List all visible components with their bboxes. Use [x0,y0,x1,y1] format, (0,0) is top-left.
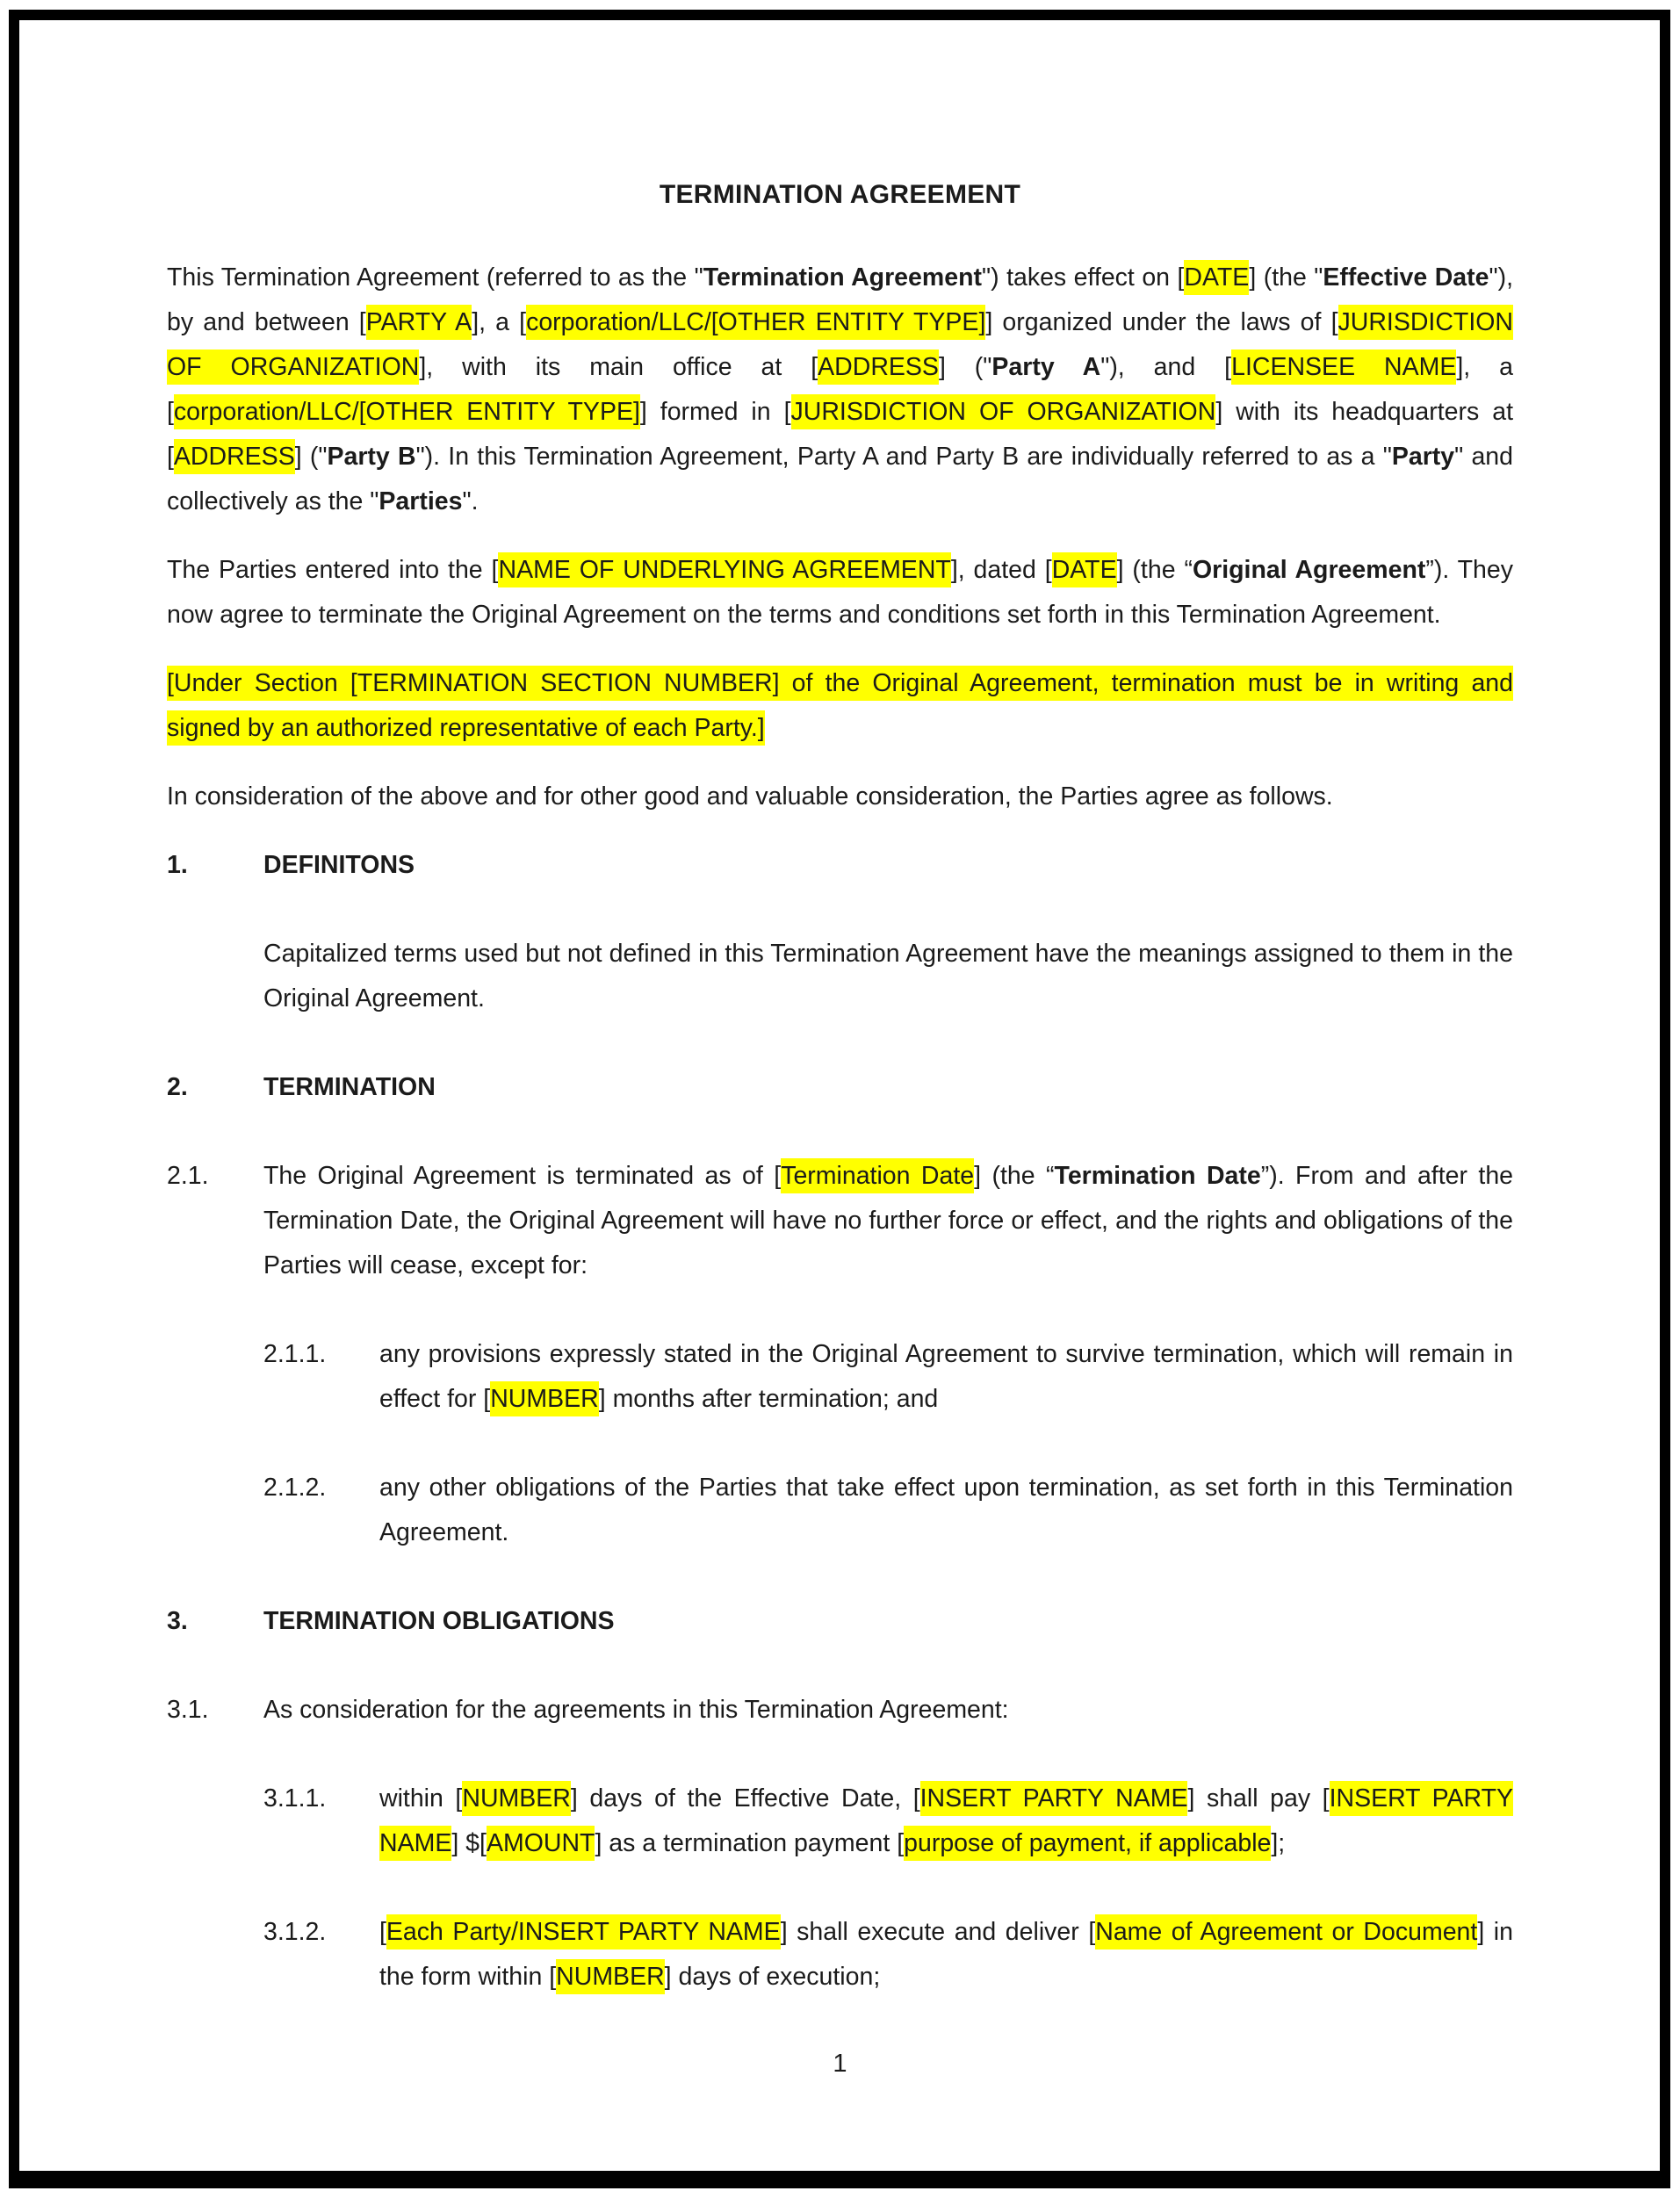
paragraph-original-agreement [167,548,1513,638]
text-run: [ [379,1918,386,1946]
text-run: As consideration for the agreements in this Termination Agreement: [263,1696,1009,1724]
section-number: 2.1. [167,1162,209,1190]
placeholder-highlight: Name of Agreement or Document [1095,1914,1477,1950]
clause-3-1 [167,1688,1513,1733]
text-run: ] months after termination; and [598,1385,939,1413]
text-run: ] (the " [1249,263,1323,292]
placeholder-highlight: NUMBER [556,1959,665,1994]
clause-text [379,1466,1513,1555]
text-run: Capitalized terms used but not defined in this Termination Agreement have the meanings assigned to them in the Original Agreement. [263,940,1513,1013]
text-run: ] shall execute and deliver [ [780,1918,1096,1946]
text-run: ] as a termination payment [ [595,1829,905,1857]
paragraph-consideration [167,775,1513,819]
section-number: 3.1.2. [263,1918,327,1946]
paragraph-definitions-body [263,932,1513,1021]
text-run: Parties [379,487,463,515]
clause-2-1-1 [263,1332,1513,1422]
text-run: ], dated [ [950,556,1052,584]
text-run: ") takes effect on [ [981,263,1185,292]
placeholder-highlight: JURISDICTION OF ORGANIZATION [791,394,1216,429]
text-run: any provisions expressly stated in the Original Agreement to survive termination, which will remain in effect for [ [379,1340,1513,1413]
clause-text [379,1910,1513,2000]
text-run: within [ [379,1784,463,1813]
section-number: 2.1.2. [263,1474,327,1502]
text-run: ”). They now agree to terminate the Original Agreement on the terms and conditions set forth in this Termination Agreement. [167,556,1513,629]
placeholder-highlight: Each Party/INSERT PARTY NAME [386,1914,781,1950]
text-run: Termination Agreement [703,263,982,292]
text-run: ] (" [294,443,328,471]
text-run: ] $[ [451,1829,487,1857]
text-run: Termination Date [1054,1162,1261,1190]
placeholder-highlight: JURISDICTION OF ORGANIZATION [167,305,1513,385]
placeholder-highlight: INSERT PARTY NAME [379,1781,1513,1861]
text-run: ], a [ [167,353,1514,426]
section-number: 2. [167,1073,188,1101]
text-run: ] shall pay [ [1187,1784,1330,1813]
text-run: " and collectively as the " [167,443,1514,515]
placeholder-highlight: PARTY A [366,305,472,340]
clause-text [263,1688,1513,1733]
placeholder-highlight: LICENSEE NAME [1231,350,1456,385]
text-run: The Original Agreement is terminated as of [ [263,1162,782,1190]
placeholder-highlight: corporation/LLC/[OTHER ENTITY TYPE] [526,305,985,340]
placeholder-highlight: NUMBER [490,1381,599,1416]
text-run: "), by and between [ [167,263,1514,336]
text-run: ] in the form within [ [379,1918,1513,1991]
placeholder-highlight: AMOUNT [487,1826,595,1861]
text-run: ], with its main office at [ [419,353,818,381]
text-run: The Parties entered into the [ [167,556,499,584]
text-run: ] with its headquarters at [ [167,398,1513,471]
placeholder-highlight: NAME OF UNDERLYING AGREEMENT [498,552,950,587]
section-number: 1. [167,851,188,879]
text-run: This Termination Agreement (referred to as the " [167,263,703,292]
section-number: 3. [167,1607,188,1635]
placeholder-highlight: ADDRESS [818,350,939,385]
placeholder-highlight: purpose of payment, if applicable [904,1826,1271,1861]
text-run: Original Agreement [1192,556,1426,584]
placeholder-highlight: INSERT PARTY NAME [920,1781,1188,1816]
text-run: ] days of execution; [664,1963,881,1991]
placeholder-highlight: DATE [1184,260,1249,295]
section-3-termination-obligations [167,1599,1513,1644]
clause-3-1-2 [263,1910,1513,2000]
section-heading [263,1065,1513,1110]
clause-2-1 [167,1154,1513,1288]
clause-text [379,1777,1513,1866]
text-run: ] organized under the laws of [ [985,308,1338,336]
clause-text [379,1332,1513,1422]
page-number: 1 [833,2050,847,2078]
placeholder-highlight: ADDRESS [174,439,295,474]
section-number: 2.1.1. [263,1340,327,1368]
clause-termination-notice-highlighted [167,661,1513,751]
section-1-definitions [167,843,1513,888]
text-run: ] formed in [ [639,398,791,426]
text-run: ] days of the Effective Date, [ [570,1784,920,1813]
text-run: ] (" [938,353,992,381]
text-run: Party B [327,443,416,471]
placeholder-highlight: [Under Section [TERMINATION SECTION NUMBER] of the Original Agreement, termination must be in writing and signed by an authorized representative of each Party.] [167,666,1513,746]
text-run: Party A [991,353,1101,381]
placeholder-highlight: DATE [1052,552,1117,587]
section-number: 3.1.1. [263,1784,327,1813]
section-2-termination [167,1065,1513,1110]
text-run: TERMINATION [263,1073,436,1101]
section-heading [263,1599,1513,1644]
text-run: DEFINITONS [263,851,415,879]
clause-text [263,1154,1513,1288]
placeholder-highlight: NUMBER [462,1781,571,1816]
section-number: 3.1. [167,1696,209,1724]
text-run: ] (the “ [1116,556,1193,584]
text-run: ]; [1271,1829,1286,1857]
clause-2-1-2 [263,1466,1513,1555]
text-run: In consideration of the above and for other good and valuable consideration, the Parties agree as follows. [167,782,1333,811]
paragraph-preamble [167,256,1513,524]
text-run: "). In this Termination Agreement, Party A and Party B are individually referred to as a " [415,443,1392,471]
clause-3-1-1 [263,1777,1513,1866]
placeholder-highlight: Termination Date [781,1158,974,1193]
document-title: TERMINATION AGREEMENT [659,180,1021,209]
text-run: ". [462,487,479,515]
text-run: ] (the “ [974,1162,1055,1190]
section-heading [263,843,1513,888]
document-body [167,172,1513,2043]
text-run: "), and [ [1100,353,1232,381]
text-run: ], a [ [472,308,527,336]
text-run: any other obligations of the Parties that take effect upon termination, as set forth in this Termination Agreement. [379,1474,1513,1546]
text-run: Effective Date [1323,263,1489,292]
text-run: ”). From and after the Termination Date, the Original Agreement will have no further force or effect, and the rights and obligations of the Parties will cease, except for: [263,1162,1514,1279]
text-run: Party [1391,443,1455,471]
text-run: TERMINATION OBLIGATIONS [263,1607,615,1635]
placeholder-highlight: corporation/LLC/[OTHER ENTITY TYPE] [174,394,640,429]
